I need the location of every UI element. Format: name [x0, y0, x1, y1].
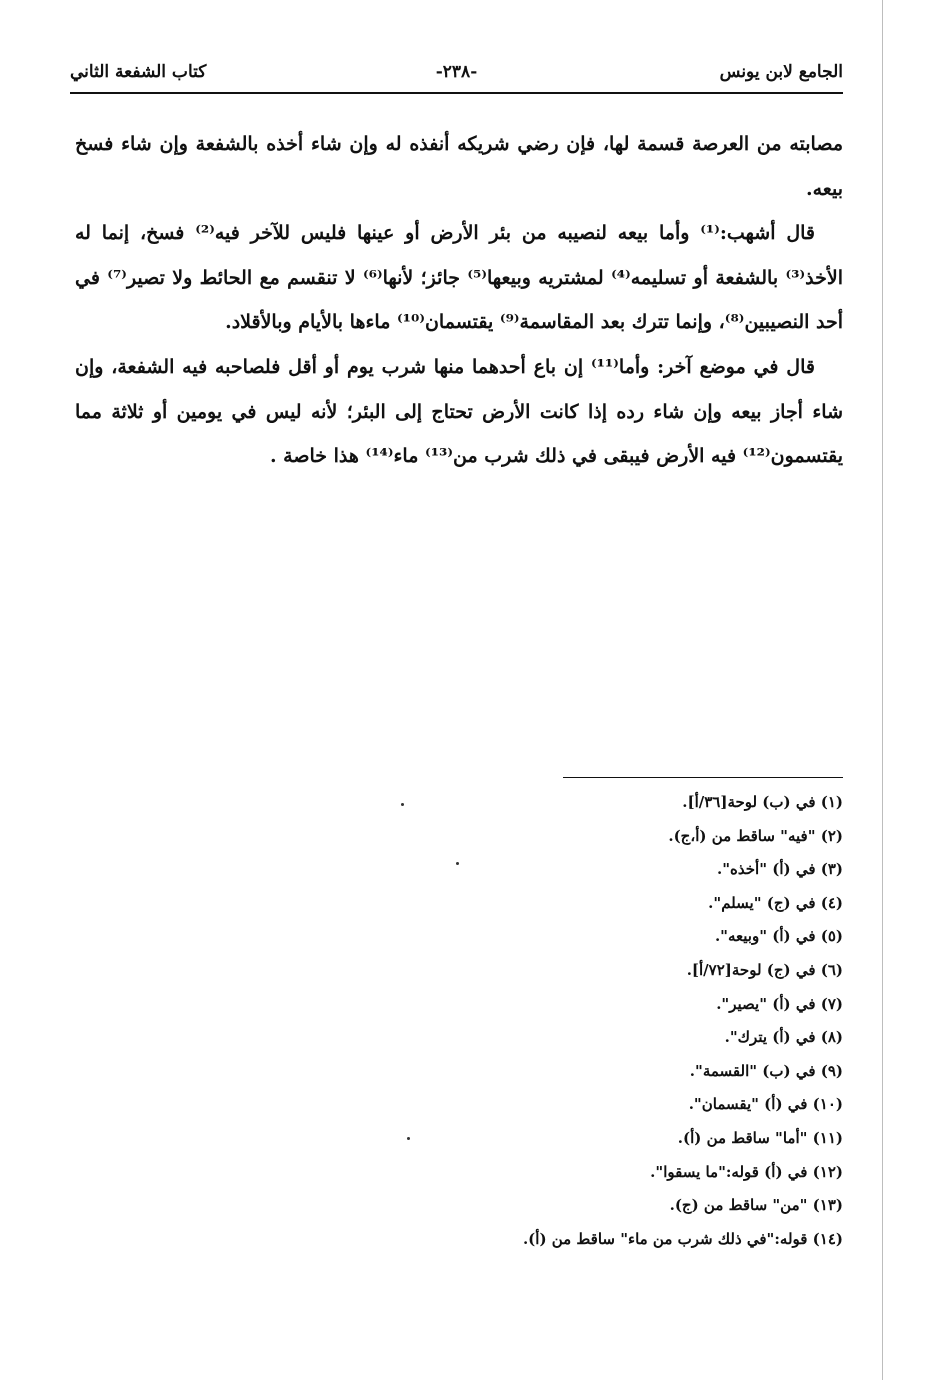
footnote-13: (١٣) "من" ساقط من (ج). [669, 1196, 843, 1215]
footnote-8: (٨) في (أ) يترك". [724, 1028, 843, 1047]
footnote-7: (٧) في (أ) "يصير". [716, 994, 843, 1013]
scan-speck [407, 1137, 410, 1140]
header-book-title: الجامع لابن يونس [719, 62, 843, 82]
footnote-4: (٤) في (ج) "يسلم". [708, 893, 843, 912]
footnote-separator [563, 777, 843, 778]
main-text [75, 122, 843, 479]
footnote-5: (٥) في (أ) "وبيعه". [714, 927, 843, 946]
paragraph-3: قال في موضع آخر: وأما⁽¹¹⁾ إن باع أحدهما منها شرب يوم أو أقل فلصاحبه فيه الشفعة، وإن شاء أجاز بيعه وإن شاء رده إذا كانت الأرض تحتاج إلى البئر؛ لأنه ليس في يومين أو ثلاثة مما يقتسمون⁽¹²⁾ فيه الأرض فيبقى في ذلك شرب من⁽¹³⁾ ماء⁽¹⁴⁾ هذا خاصة . [75, 355, 843, 468]
footnote-14: (١٤) قوله:"في ذلك شرب من ماء" ساقط من (أ). [522, 1229, 843, 1248]
footnote-12: (١٢) في (أ) قوله:"ما يسقوا". [650, 1162, 843, 1181]
footnote-11: (١١) "أما" ساقط من (أ). [677, 1128, 843, 1147]
footnote-1: (١) في (ب) لوحة[٣٦/أ]. [682, 793, 843, 811]
header-rule [70, 92, 843, 94]
header-chapter-title: كتاب الشفعة الثاني [70, 62, 207, 82]
footnote-2: (٢) "فيه" ساقط من (أ،ج). [668, 826, 843, 845]
footnotes-list [400, 786, 843, 1256]
footnote-3: (٣) في (أ) "أخذه". [717, 860, 843, 879]
page-number: -٢٣٨- [435, 62, 478, 82]
page-edge-line [882, 0, 883, 1380]
footnote-10: (١٠) في (أ) "يقسمان". [688, 1095, 843, 1114]
running-header [70, 58, 843, 90]
paragraph-2: قال أشهب:⁽¹⁾ وأما بيعه لنصيبه من بئر الأرض أو عينها فليس للآخر فيه⁽²⁾ فسخ، إنما له الأخذ⁽³⁾ بالشفعة أو تسليمه⁽⁴⁾ لمشتريه وبيعها⁽⁵⁾ جائز؛ لأنها⁽⁶⁾ لا تنقسم مع الحائط ولا تصير⁽⁷⁾ في أحد النصيبين⁽⁸⁾، وإنما تترك بعد المقاسمة⁽⁹⁾ يقتسمان⁽¹⁰⁾ ماءها بالأيام وبالأقلاد. [75, 222, 843, 334]
paragraph-1: مصابته من العرصة قسمة لها، فإن رضي شريكه أنفذه له وإن شاء أخذه بالشفعة وإن شاء فسخ بيعه. [75, 133, 843, 200]
scan-speck [401, 803, 404, 806]
footnote-6: (٦) في (ج) لوحة[٧٢/أ]. [686, 960, 843, 979]
scan-speck [456, 862, 459, 865]
footnote-9: (٩) في (ب) "القسمة". [689, 1061, 843, 1080]
